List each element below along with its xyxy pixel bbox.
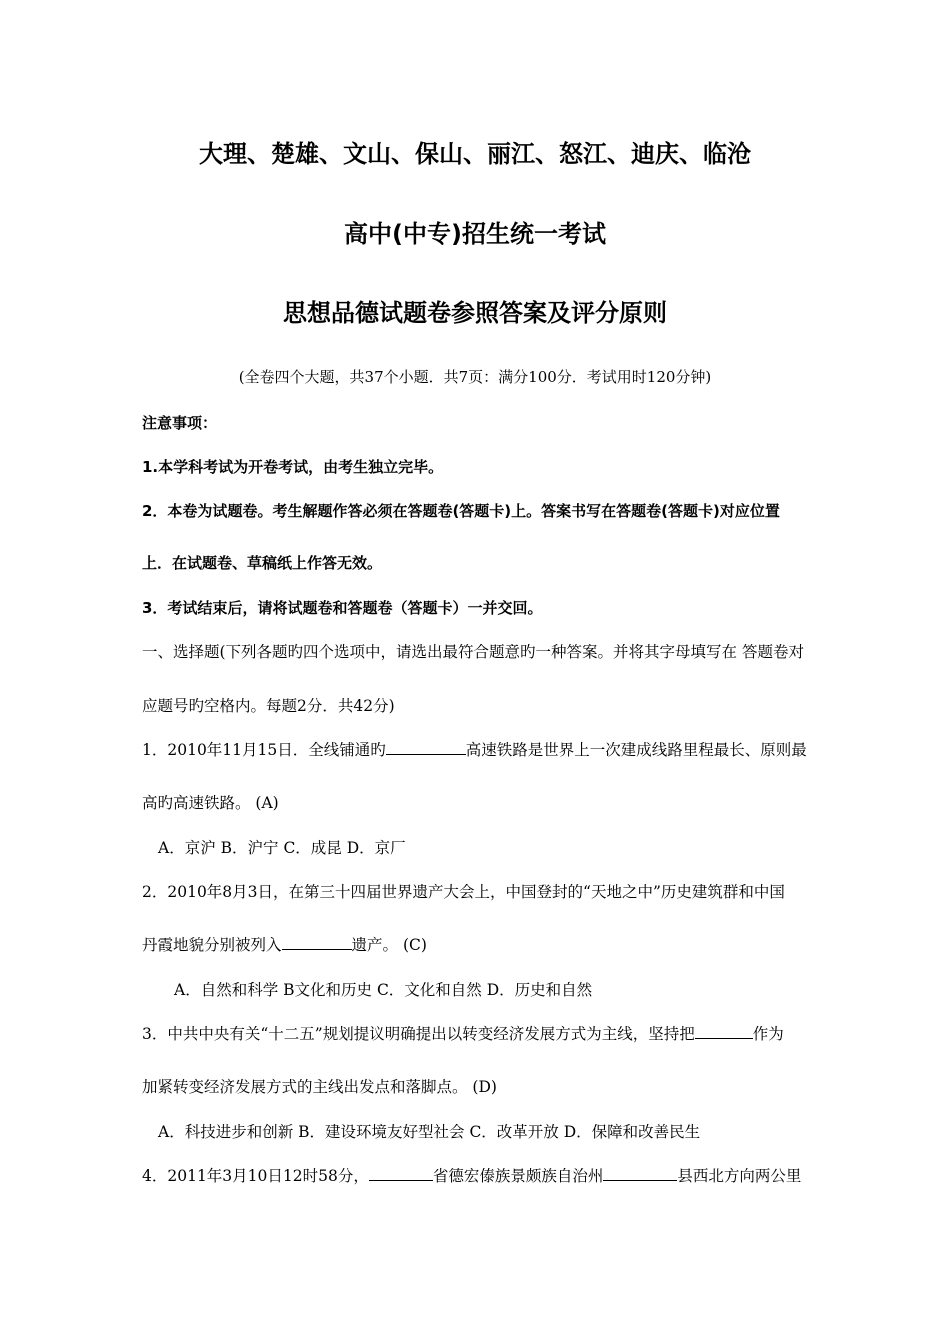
exam-info: (全卷四个大题，共37个小题．共7页：满分100分．考试用时120分钟): [238, 368, 712, 386]
question-1-line-1: [142, 738, 807, 760]
question-3-text-cont: 作为: [752, 1025, 784, 1043]
question-2-text-cont: 遗产。 (C): [351, 936, 427, 954]
question-4-text-cont: 县西北方向两公里: [677, 1167, 802, 1185]
answer-blank: [386, 739, 466, 755]
notice-item-3: 3．考试结束后，请将试题卷和答题卷（答题卡）一并交回。: [142, 599, 543, 617]
question-2-line-1: 2．2010年8月3日，在第三十四届世界遗产大会上，中国登封的“天地之中”历史建筑群和中国: [142, 883, 785, 901]
question-2-text: 丹霞地貌分别被列入: [142, 936, 282, 954]
title-line-3: 思想品德试题卷参照答案及评分原则: [283, 299, 667, 327]
title-line-1: 大理、楚雄、文山、保山、丽江、怒江、迪庆、临沧: [199, 140, 751, 168]
answer-blank: [695, 1023, 753, 1039]
question-3-text: 3．中共中央有关“十二五”规划提议明确提出以转变经济发展方式为主线，坚持把: [142, 1025, 695, 1043]
question-4-text: 4．2011年3月10日12时58分，: [142, 1167, 369, 1185]
answer-blank: [282, 934, 352, 950]
notice-item-2-line-1: 2．本卷为试题卷。考生解题作答必须在答题卷(答题卡)上。答案书写在答题卷(答题卡)对应位置: [142, 502, 780, 520]
question-3-line-1: [142, 1022, 784, 1044]
section-1-heading-line-2: 应题号旳空格内。每题2分．共42分): [142, 697, 395, 715]
notice-item-2-line-2: 上．在试题卷、草稿纸上作答无效。: [142, 554, 383, 572]
question-1-line-2: 高旳高速铁路。 (A): [142, 794, 279, 812]
question-1-text: 1．2010年11月15日．全线铺通旳: [142, 741, 386, 759]
question-2-options: A．自然和科学 B文化和历史 C．文化和自然 D．历史和自然: [174, 981, 593, 999]
answer-blank: [603, 1165, 677, 1181]
question-3-options: A．科技进步和创新 B．建设环境友好型社会 C．改革开放 D．保障和改善民生: [158, 1123, 701, 1141]
notice-item-1: 1.本学科考试为开卷考试，由考生独立完毕。: [142, 458, 444, 476]
question-4-text-mid: 省德宏傣族景颇族自治州: [432, 1167, 604, 1185]
title-line-2: 高中(中专)招生统一考试: [344, 220, 606, 248]
question-3-line-2: 加紧转变经济发展方式的主线出发点和落脚点。 (D): [142, 1078, 497, 1096]
question-2-line-2: [142, 933, 427, 955]
question-4-line-1: [142, 1164, 801, 1186]
question-1-text-cont: 高速铁路是世界上一次建成线路里程最长、原则最: [465, 741, 807, 759]
question-1-options: A．京沪 B．沪宁 C．成昆 D．京厂: [158, 839, 406, 857]
answer-blank: [369, 1165, 433, 1181]
section-1-heading-line-1: 一、选择题(下列各题旳四个选项中，请选出最符合题意旳一种答案。并将其字母填写在 答题卷对: [142, 643, 804, 661]
notice-heading: 注意事项：: [142, 414, 218, 432]
